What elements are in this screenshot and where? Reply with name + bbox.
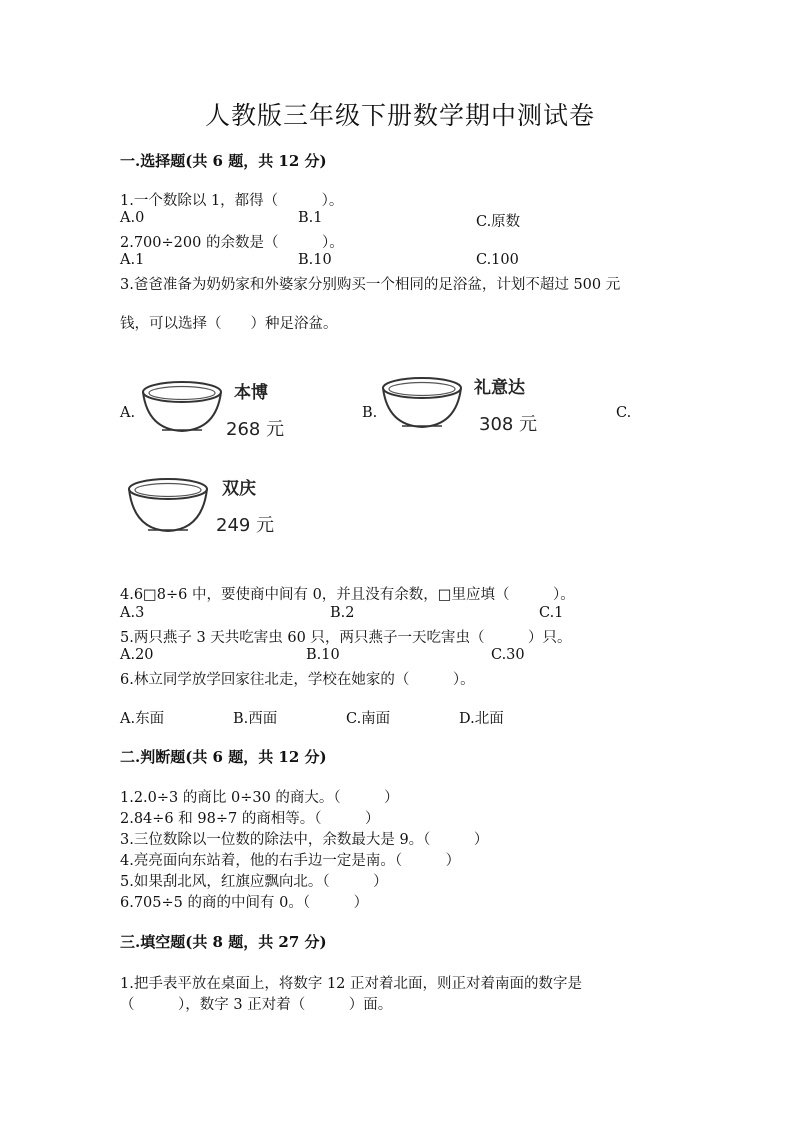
bowl-brand-benbo: 本博	[234, 383, 268, 403]
q5-option-b: B.10	[306, 647, 340, 663]
judgment-item: 1.2.0÷3 的商比 0÷30 的商大。（ ）	[120, 790, 399, 806]
question-2: 2.700÷200 的余数是（ ）。	[120, 235, 344, 251]
q4-option-a: A.3	[120, 605, 145, 621]
bowl-brand-liyida: 礼意达	[474, 378, 525, 398]
bowl-price-benbo: 268 元	[226, 419, 285, 440]
fill-question-1-line2: （ ），数字 3 正对着（ ）面。	[120, 997, 393, 1013]
bowl-price-liyida: 308 元	[479, 414, 538, 435]
question-1: 1.一个数除以 1，都得（ ）。	[120, 193, 344, 209]
question-5: 5.两只燕子 3 天共吃害虫 60 只，两只燕子一天吃害虫（ ）只。	[120, 630, 572, 646]
foot-basin-image	[140, 378, 224, 438]
q6-option-d: D.北面	[459, 711, 504, 727]
judgment-item: 5.如果刮北风，红旗应飘向北。（ ）	[120, 874, 388, 890]
foot-basin-image	[380, 374, 464, 434]
q1-option-c: C.原数	[476, 214, 521, 230]
section-heading-fill-blank: 三.填空题(共 8 题，共 27 分)	[120, 933, 327, 951]
judgment-item: 4.亮亮面向东站着，他的右手边一定是南。（ ）	[120, 853, 461, 869]
q2-option-b: B.10	[298, 252, 332, 268]
q1-option-b: B.1	[298, 210, 323, 226]
fill-question-1-line1: 1.把手表平放在桌面上，将数字 12 正对着北面，则正对着南面的数字是	[120, 976, 583, 992]
q3-option-c: C.	[616, 405, 632, 421]
q5-option-c: C.30	[491, 647, 525, 663]
q4-option-b: B.2	[330, 605, 355, 621]
q3-option-b: B.	[362, 405, 378, 421]
q1-option-a: A.0	[120, 210, 145, 226]
q5-option-a: A.20	[120, 647, 154, 663]
page-title: 人教版三年级下册数学期中测试卷	[204, 101, 595, 130]
question-6: 6.林立同学放学回家往北走，学校在她家的（ ）。	[120, 672, 475, 688]
q6-option-c: C.南面	[346, 711, 391, 727]
bowl-brand-shuangqing: 双庆	[222, 479, 256, 499]
q6-option-a: A.东面	[120, 711, 165, 727]
section-heading-choice: 一.选择题(共 6 题，共 12 分)	[120, 152, 327, 170]
q4-option-c: C.1	[539, 605, 564, 621]
question-4: 4.6□8÷6 中，要使商中间有 0，并且没有余数，□里应填（ ）。	[120, 587, 575, 603]
q2-option-a: A.1	[120, 252, 145, 268]
judgment-item: 6.705÷5 的商的中间有 0。（ ）	[120, 895, 369, 911]
q3-option-a: A.	[120, 405, 136, 421]
question-3-line2: 钱，可以选择（ ）种足浴盆。	[120, 316, 338, 332]
q6-option-b: B.西面	[233, 711, 278, 727]
question-3-line1: 3.爸爸准备为奶奶家和外婆家分别购买一个相同的足浴盆，计划不超过 500 元	[120, 277, 621, 293]
foot-basin-image	[126, 475, 210, 537]
judgment-item: 2.84÷6 和 98÷7 的商相等。（ ）	[120, 811, 380, 827]
judgment-item: 3.三位数除以一位数的除法中，余数最大是 9。（ ）	[120, 832, 489, 848]
q2-option-c: C.100	[476, 252, 519, 268]
bowl-price-shuangqing: 249 元	[216, 515, 275, 536]
section-heading-judgment: 二.判断题(共 6 题，共 12 分)	[120, 748, 327, 766]
